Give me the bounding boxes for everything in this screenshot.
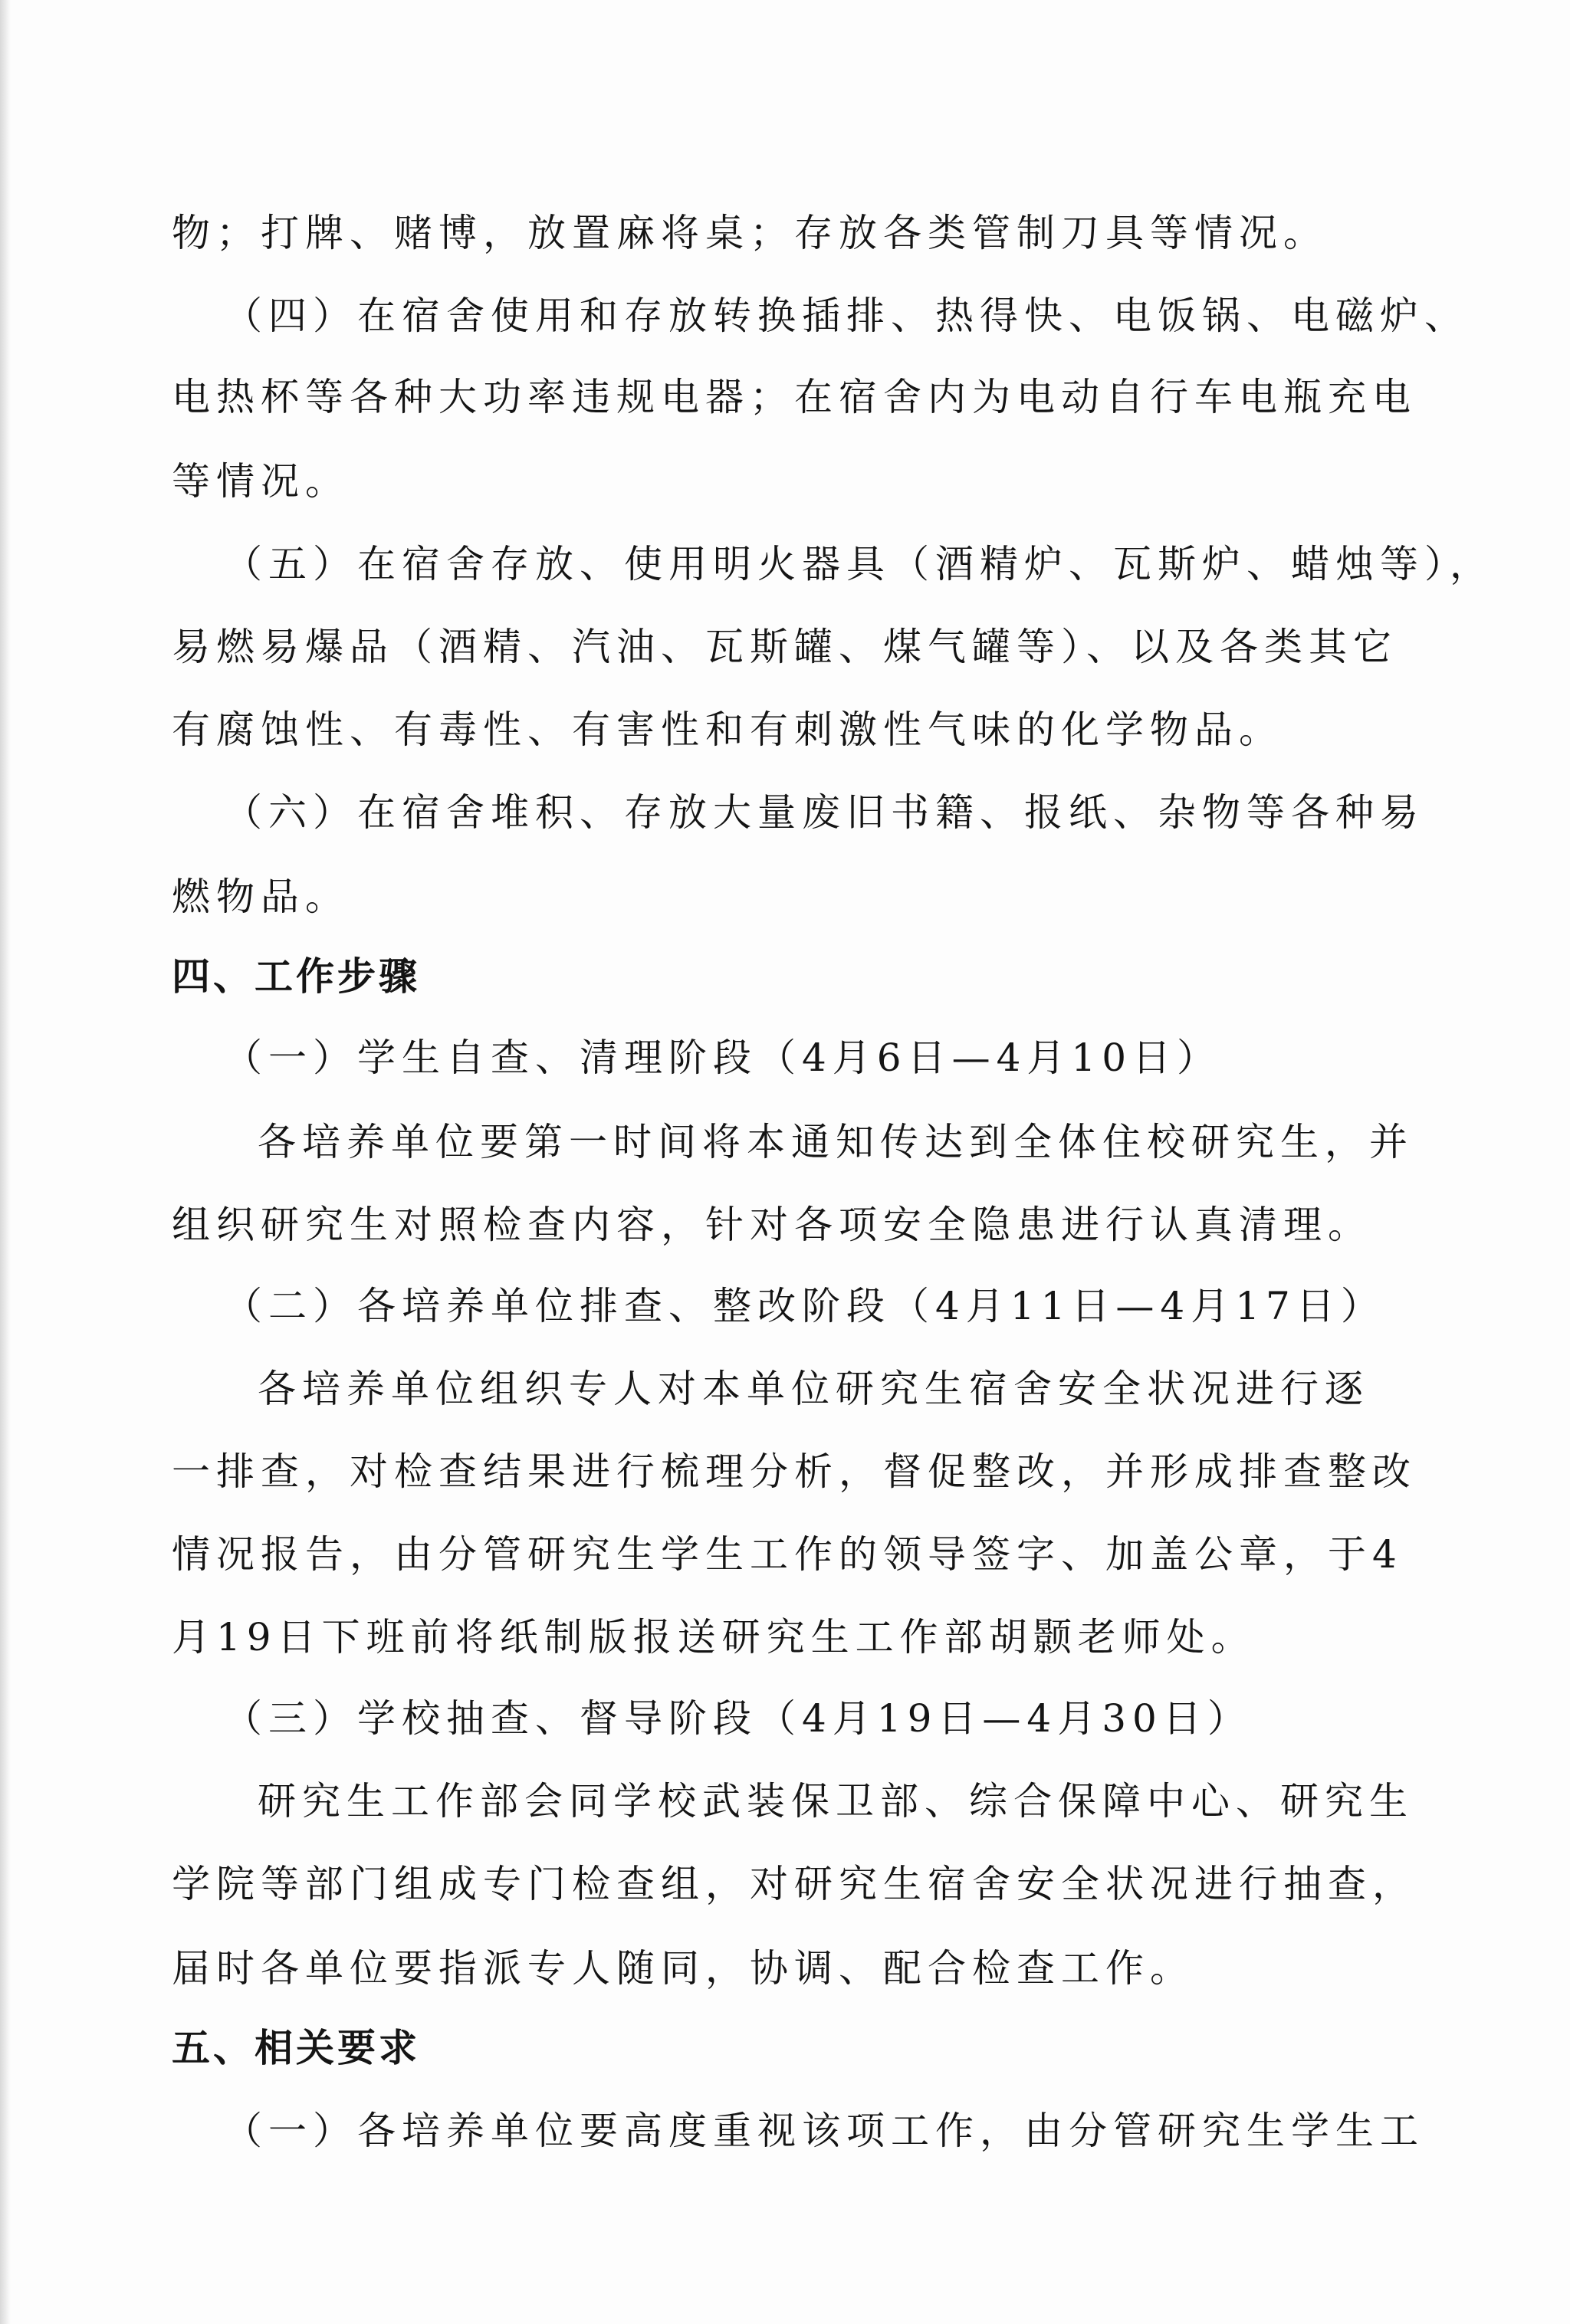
step-3-line-1: 研究生工作部会同学校武装保卫部、综合保障中心、研究生 (258, 1779, 1414, 1823)
item-4-line-2: 电热杯等各种大功率违规电器；在宿舍内为电动自行车电瓶充电 (172, 375, 1417, 419)
item-5-line-3: 有腐蚀性、有毒性、有害性和有刺激性气味的化学物品。 (172, 707, 1283, 752)
step-1-title: （一）学生自查、清理阶段（4月6日—4月10日） (224, 1036, 1222, 1080)
step-2-line-4: 月19日下班前将纸制版报送研究生工作部胡颢老师处。 (172, 1615, 1256, 1659)
step-1-line-2: 组织研究生对照检查内容，针对各项安全隐患进行认真清理。 (172, 1203, 1372, 1247)
step-2-title: （二）各培养单位排查、整改阶段（4月11日—4月17日） (224, 1284, 1385, 1328)
step-2-line-1: 各培养单位组织专人对本单位研究生宿舍安全状况进行逐 (258, 1367, 1369, 1411)
section-heading-work-steps: 四、工作步骤 (172, 954, 420, 999)
step-1-line-1: 各培养单位要第一时间将本通知传达到全体住校研究生，并 (258, 1120, 1414, 1164)
step-3-line-2: 学院等部门组成专门检查组，对研究生宿舍安全状况进行抽查， (172, 1862, 1417, 1906)
step-3-line-3: 届时各单位要指派专人随同，协调、配合检查工作。 (172, 1946, 1194, 1991)
body-line-1: 物；打牌、赌博，放置麻将桌；存放各类管制刀具等情况。 (172, 211, 1328, 255)
item-6-line-1: （六）在宿舍堆积、存放大量废旧书籍、报纸、杂物等各种易 (224, 790, 1424, 835)
requirement-1-line-1: （一）各培养单位要高度重视该项工作，由分管研究生学生工 (224, 2109, 1424, 2153)
item-5-line-2: 易燃易爆品（酒精、汽油、瓦斯罐、煤气罐等）、以及各类其它 (172, 625, 1398, 669)
item-5-line-1: （五）在宿舍存放、使用明火器具（酒精炉、瓦斯炉、蜡烛等）， (224, 542, 1494, 586)
section-heading-requirements: 五、相关要求 (172, 2026, 420, 2070)
step-2-line-2: 一排查，对检查结果进行梳理分析，督促整改，并形成排查整改 (172, 1449, 1417, 1494)
step-2-line-3: 情况报告，由分管研究生学生工作的领导签字、加盖公章，于4 (172, 1532, 1403, 1577)
item-4-line-1: （四）在宿舍使用和存放转换插排、热得快、电饭锅、电磁炉、 (224, 294, 1469, 338)
item-4-line-3: 等情况。 (172, 459, 350, 504)
page-edge-shadow (0, 0, 11, 2324)
step-3-title: （三）学校抽查、督导阶段（4月19日—4月30日） (224, 1696, 1252, 1741)
item-6-line-2: 燃物品。 (172, 875, 350, 919)
